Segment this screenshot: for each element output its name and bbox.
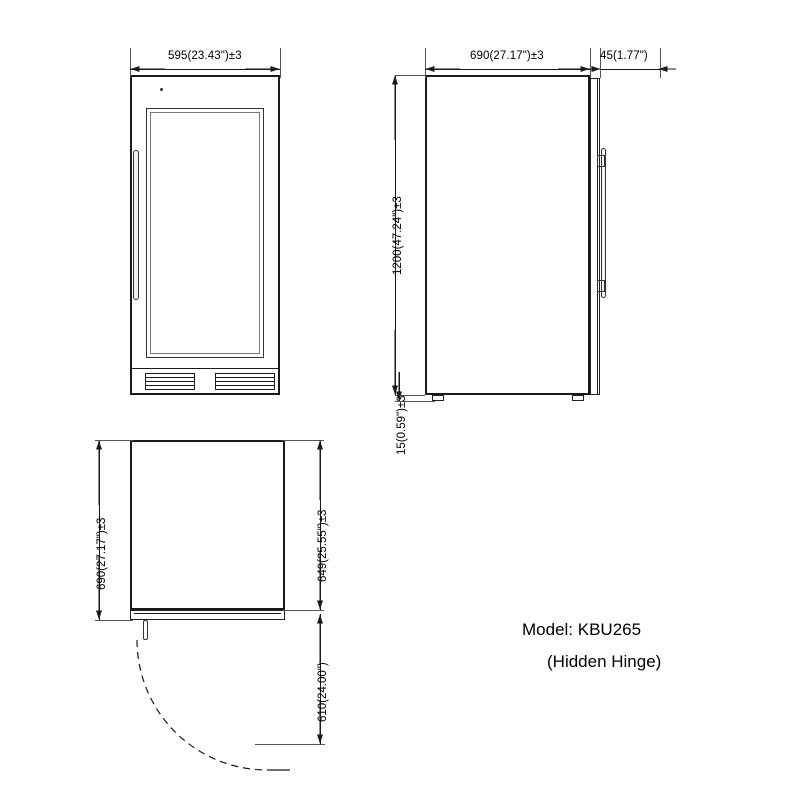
side-view-door-slab xyxy=(590,78,600,395)
door-thickness-ext-line-right xyxy=(660,48,661,78)
base-height-dimension-label: 15(0.59")±3 xyxy=(396,395,408,455)
door-thickness-dimension-label: 45(1.77") xyxy=(600,50,648,62)
side-depth-dimension-line xyxy=(425,69,590,70)
door-thickness-dimension-line xyxy=(600,69,660,70)
side-view-door-edge-line xyxy=(597,78,598,395)
front-width-ext-line-left xyxy=(130,48,131,78)
top-depth-ext-line-bottom xyxy=(95,620,133,621)
front-view-door-glass-inner xyxy=(150,112,260,354)
front-view-door-handle xyxy=(133,150,139,300)
side-view-door-handle xyxy=(601,148,606,298)
front-width-ext-line-right xyxy=(280,48,281,78)
front-view-indicator-light xyxy=(160,88,163,91)
top-view-cabinet-outline xyxy=(130,440,285,610)
front-view-vent-grille-right xyxy=(215,373,275,391)
front-view-base-separator xyxy=(130,368,280,369)
model-title: Model: KBU265 xyxy=(522,620,642,639)
side-depth-dimension-label: 690(27.17")±3 xyxy=(470,50,544,62)
front-width-dimension-line xyxy=(130,69,280,70)
door-swing-ext-line-bottom xyxy=(255,744,325,745)
top-body-depth-ext-line-top xyxy=(282,440,324,441)
top-view-door-handle xyxy=(143,620,148,640)
side-view-handle-bracket-lower xyxy=(597,280,605,292)
top-view-door-inner-line xyxy=(134,613,281,614)
side-height-ext-line-top xyxy=(395,75,425,76)
side-height-dimension-label: 1200(47.24")±3 xyxy=(392,196,404,275)
side-depth-ext-line-left xyxy=(425,48,426,78)
front-view-vent-grille-left xyxy=(145,373,195,391)
top-depth-dimension-label: 690(27.17")±3 xyxy=(96,517,108,590)
side-view-foot-right xyxy=(572,395,584,401)
top-depth-ext-line-top xyxy=(95,440,133,441)
model-subtitle: (Hidden Hinge) xyxy=(547,652,662,671)
side-view-cabinet-outline xyxy=(425,75,590,395)
front-width-dimension-label: 595(23.43")±3 xyxy=(168,50,242,62)
top-body-depth-dimension-label: 649(25.55")±3 xyxy=(317,509,329,582)
door-swing-dimension-label: 610(24.00") xyxy=(317,662,329,722)
side-view-handle-bracket-upper xyxy=(597,155,605,167)
top-body-depth-ext-line-bottom xyxy=(282,610,324,611)
top-view-door-band xyxy=(130,610,285,620)
side-depth-ext-line-right xyxy=(590,48,591,78)
